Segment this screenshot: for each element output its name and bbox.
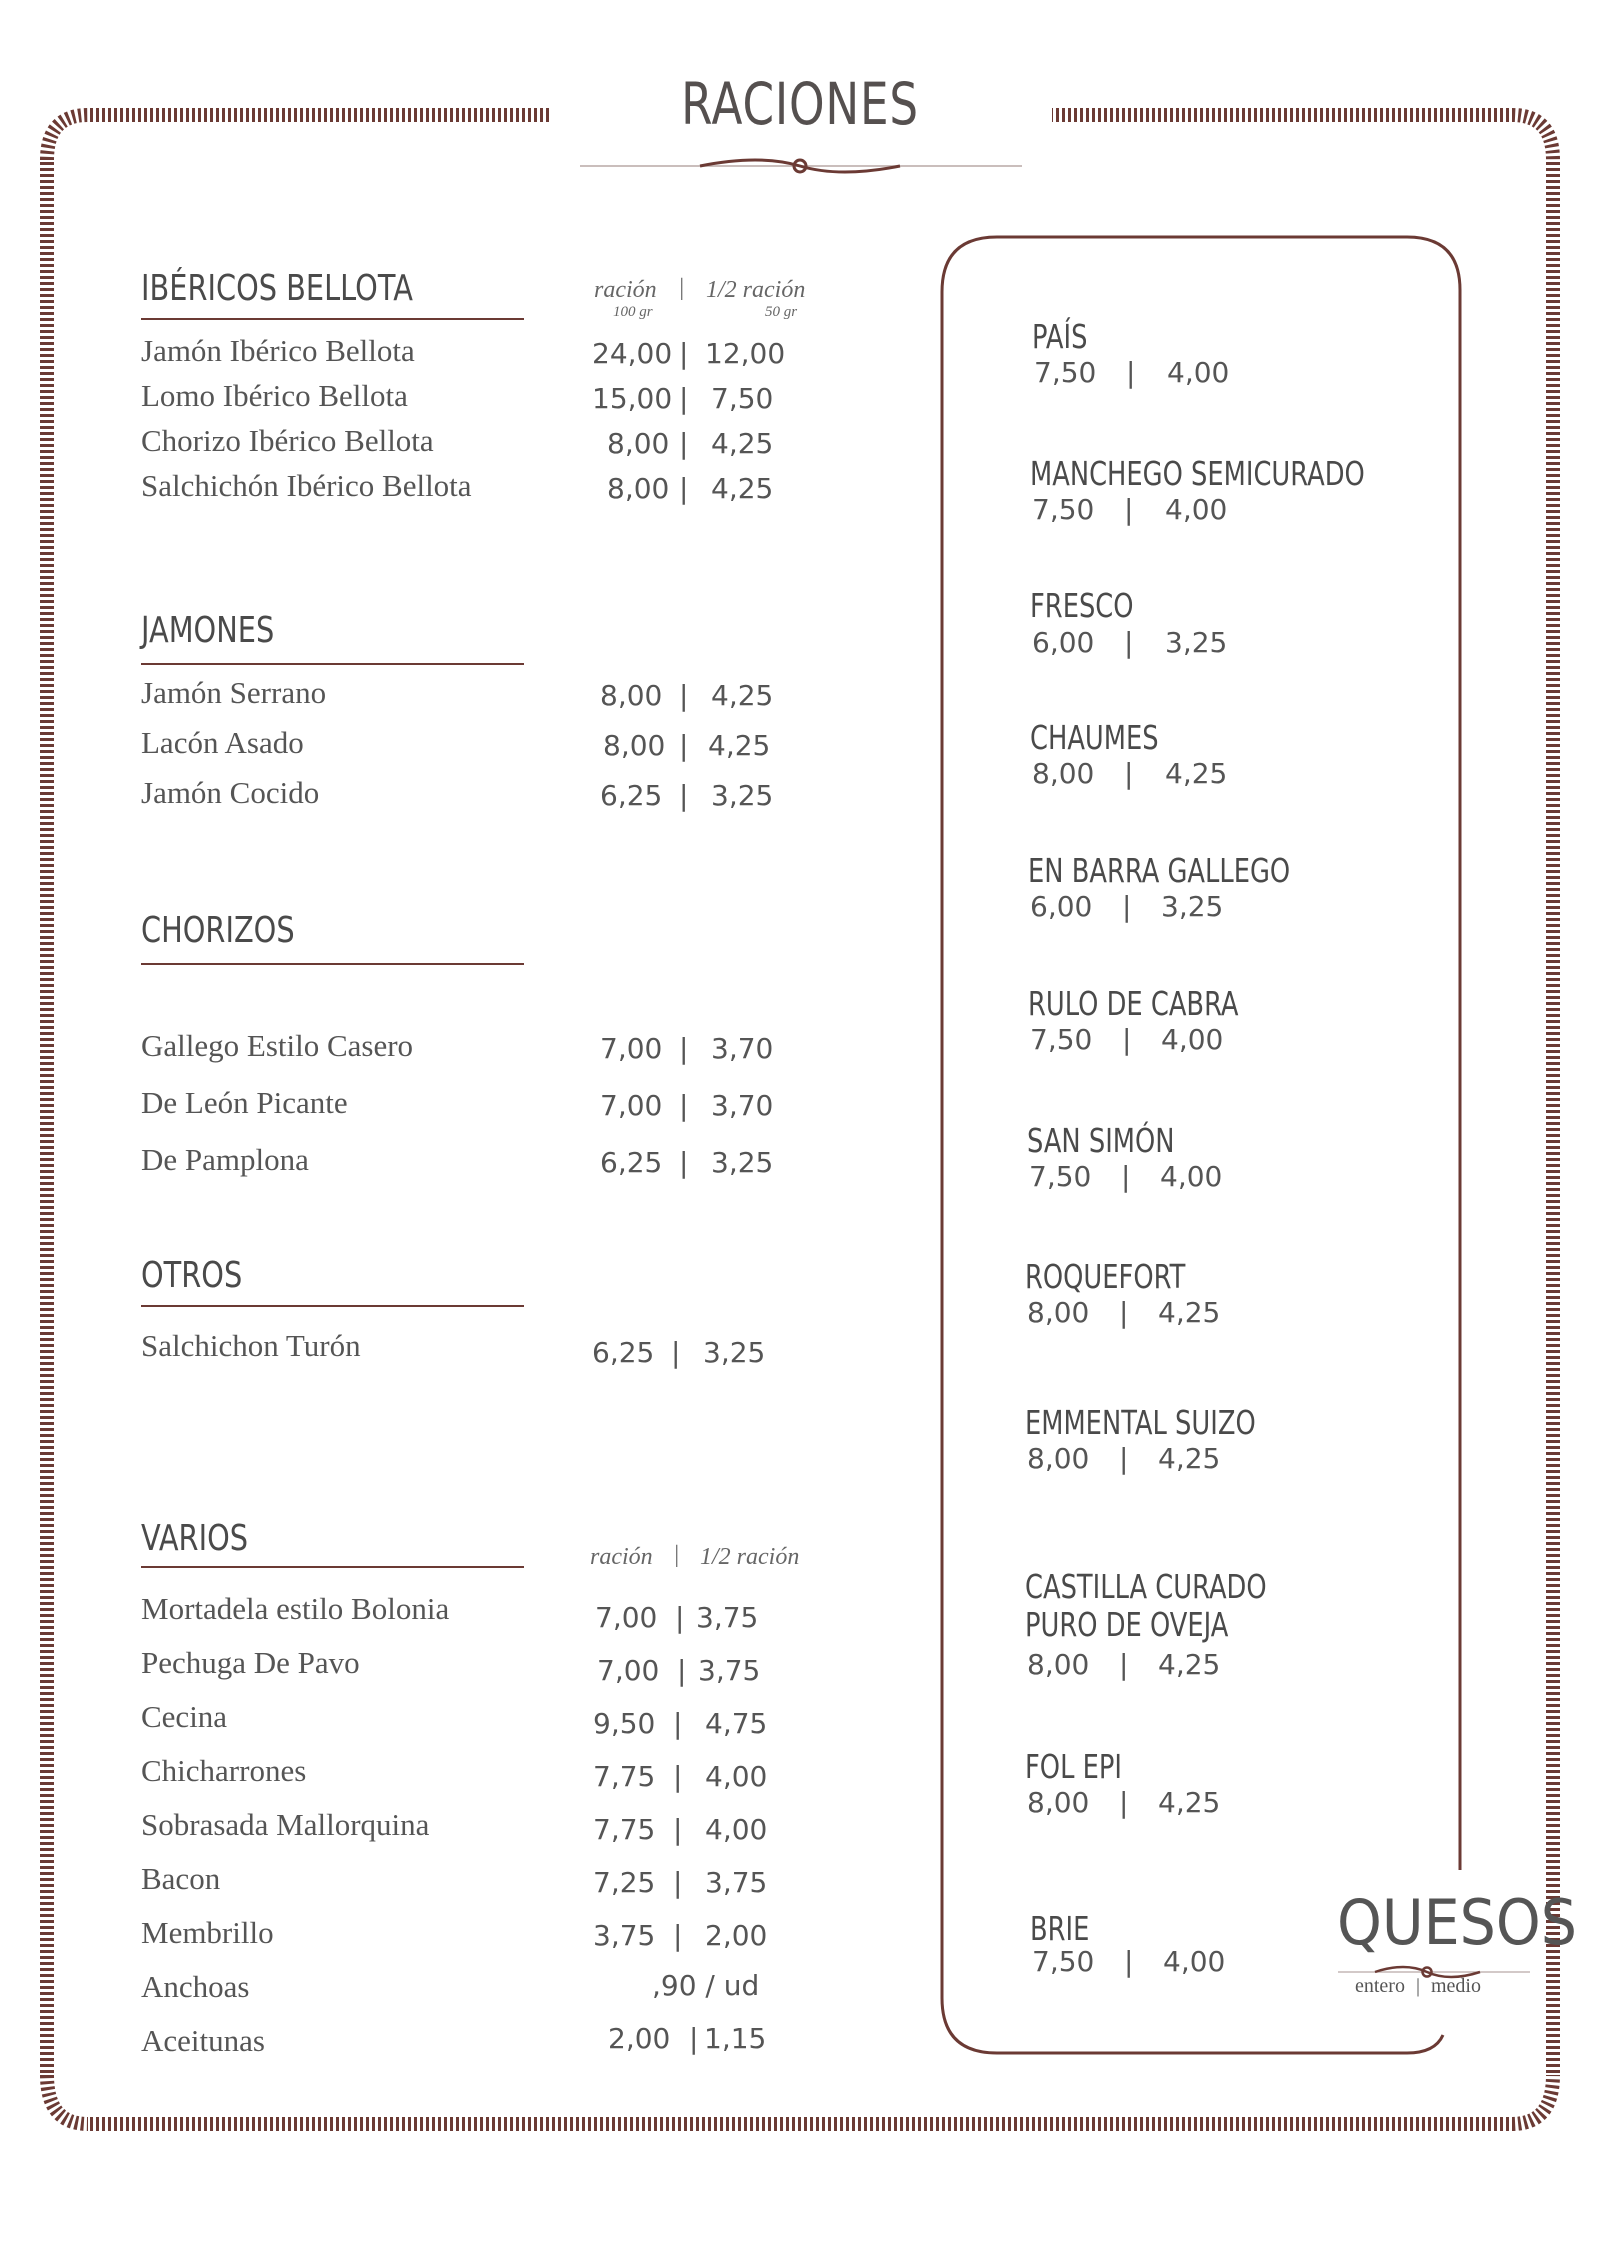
item-price-half: 1,15 — [704, 2022, 767, 2055]
price-separator: | — [1119, 1296, 1129, 1329]
item-price-racion: 8,00 — [607, 472, 670, 505]
item-name: Salchichon Turón — [141, 1328, 361, 1363]
price-separator: | — [679, 729, 689, 762]
price-separator: | — [673, 1919, 683, 1952]
title-ornament — [580, 160, 1022, 172]
item-price-racion: 2,00 — [608, 2022, 671, 2055]
cheese-price-medio: 4,25 — [1158, 1296, 1221, 1329]
section-rule — [141, 1305, 524, 1307]
price-separator: | — [679, 337, 689, 370]
cheese-name: PAÍS — [1032, 317, 1088, 356]
item-price-half: 4,00 — [705, 1813, 768, 1846]
price-separator: | — [679, 382, 689, 415]
price-separator: | — [679, 472, 689, 505]
quesos-subtitle-medio: medio — [1431, 1975, 1481, 1997]
column-header-racion: ración — [590, 1544, 653, 1570]
cheese-name-line2: PURO DE OVEJA — [1025, 1605, 1229, 1644]
price-separator: | — [675, 1601, 685, 1634]
frame-right-bar — [1546, 160, 1560, 2075]
item-price-racion: 7,75 — [593, 1760, 656, 1793]
price-separator: | — [679, 1032, 689, 1065]
cheese-price-entero: 7,50 — [1032, 493, 1095, 526]
item-price-racion: 8,00 — [607, 427, 670, 460]
item-name: Lomo Ibérico Bellota — [141, 378, 408, 413]
item-name: De Pamplona — [141, 1142, 309, 1177]
item-price-racion: 7,75 — [593, 1813, 656, 1846]
cheese-price-medio: 3,25 — [1165, 626, 1228, 659]
item-price-racion: 8,00 — [600, 679, 663, 712]
column-header-half-racion: 1/2 ración — [700, 1544, 800, 1570]
item-price-racion: 7,00 — [597, 1654, 660, 1687]
item-price-half: 4,25 — [711, 679, 774, 712]
item-price-racion: 6,25 — [600, 1146, 663, 1179]
price-separator: | — [679, 1146, 689, 1179]
column-header-separator: | — [673, 1542, 680, 1568]
section-rule — [141, 318, 524, 320]
item-price-half: 4,25 — [711, 427, 774, 460]
item-price-half: 4,75 — [705, 1707, 768, 1740]
item-price-half: 4,25 — [708, 729, 771, 762]
cheese-price-entero: 8,00 — [1027, 1786, 1090, 1819]
cheese-price-entero: 8,00 — [1027, 1648, 1090, 1681]
item-price-half: 4,00 — [705, 1760, 768, 1793]
section-title-otros: OTROS — [141, 1255, 243, 1296]
frame-corner-tl — [47, 115, 88, 160]
item-name: Chorizo Ibérico Bellota — [141, 423, 434, 458]
item-price-racion: 24,00 — [592, 337, 673, 370]
cheese-name: FRESCO — [1030, 586, 1134, 625]
item-price-racion: 15,00 — [592, 382, 673, 415]
section-title-ibericos: IBÉRICOS BELLOTA — [141, 268, 413, 309]
item-price-racion: 8,00 — [603, 729, 666, 762]
price-separator: | — [1122, 1023, 1132, 1056]
cheese-price-entero: 8,00 — [1032, 757, 1095, 790]
price-separator: | — [679, 1089, 689, 1122]
section-title-jamones: JAMONES — [141, 610, 275, 651]
item-name: Sobrasada Mallorquina — [141, 1807, 430, 1842]
price-separator: | — [1119, 1442, 1129, 1475]
frame-top-right-bar — [1052, 108, 1512, 122]
cheese-price-entero: 7,50 — [1029, 1160, 1092, 1193]
cheese-price-medio: 4,00 — [1160, 1160, 1223, 1193]
quesos-subtitle-separator: | — [1415, 1975, 1420, 1997]
cheese-price-entero: 8,00 — [1027, 1442, 1090, 1475]
price-separator: | — [1124, 493, 1134, 526]
column-subheader-50gr: 50 gr — [765, 304, 798, 320]
item-price-half: 3,75 — [705, 1866, 768, 1899]
item-name: Jamón Serrano — [141, 675, 327, 710]
item-name: Mortadela estilo Bolonia — [141, 1591, 450, 1626]
item-price-unit: ,90 / ud — [652, 1969, 760, 2002]
item-name: Pechuga De Pavo — [141, 1645, 360, 1680]
price-separator: | — [673, 1813, 683, 1846]
cheese-price-medio: 3,25 — [1161, 890, 1224, 923]
item-name: Jamón Cocido — [141, 775, 320, 810]
cheese-name: MANCHEGO SEMICURADO — [1030, 454, 1365, 493]
item-price-half: 3,70 — [711, 1032, 774, 1065]
section-rule — [141, 1566, 524, 1568]
cheese-name: BRIE — [1030, 1909, 1090, 1948]
column-header-separator: | — [678, 275, 685, 301]
price-separator: | — [1124, 1945, 1134, 1978]
price-separator: | — [689, 2022, 699, 2055]
cheese-price-medio: 4,25 — [1158, 1786, 1221, 1819]
cheese-price-entero: 6,00 — [1032, 626, 1095, 659]
item-price-racion: 9,50 — [593, 1707, 656, 1740]
quesos-title: QUESOS — [1337, 1886, 1578, 1959]
item-price-half: 3,25 — [711, 1146, 774, 1179]
item-price-racion: 7,00 — [600, 1032, 663, 1065]
price-separator: | — [679, 779, 689, 812]
column-header-racion: ración — [594, 277, 657, 303]
price-separator: | — [1119, 1648, 1129, 1681]
item-price-racion: 7,00 — [600, 1089, 663, 1122]
cheese-price-entero: 6,00 — [1030, 890, 1093, 923]
item-price-racion: 6,25 — [600, 779, 663, 812]
column-subheader-100gr: 100 gr — [613, 304, 653, 320]
cheese-price-entero: 7,50 — [1034, 356, 1097, 389]
cheese-name: SAN SIMÓN — [1027, 1121, 1175, 1160]
item-name: Jamón Ibérico Bellota — [141, 333, 415, 368]
frame-left-bar — [40, 160, 54, 2075]
item-price-racion: 6,25 — [592, 1336, 655, 1369]
item-price-racion: 7,00 — [595, 1601, 658, 1634]
cheese-price-medio: 4,25 — [1165, 757, 1228, 790]
price-separator: | — [1121, 1160, 1131, 1193]
item-price-racion: 7,25 — [593, 1866, 656, 1899]
cheese-price-medio: 4,00 — [1165, 493, 1228, 526]
price-separator: | — [1126, 356, 1136, 389]
frame-top-left-bar — [88, 108, 550, 122]
item-name: Gallego Estilo Casero — [141, 1028, 414, 1063]
price-separator: | — [1122, 890, 1132, 923]
frame-corner-bl — [47, 2075, 88, 2124]
price-separator: | — [671, 1336, 681, 1369]
item-name: Salchichón Ibérico Bellota — [141, 468, 472, 503]
cheese-price-entero: 8,00 — [1027, 1296, 1090, 1329]
item-name: De León Picante — [141, 1085, 348, 1120]
section-title-varios: VARIOS — [141, 1518, 249, 1559]
quesos-subtitle — [1355, 1975, 1481, 1998]
price-separator: | — [677, 1654, 687, 1687]
cheese-price-entero: 7,50 — [1030, 1023, 1093, 1056]
item-price-half: 3,25 — [711, 779, 774, 812]
cheese-price-medio: 4,00 — [1167, 356, 1230, 389]
item-price-half: 7,50 — [711, 382, 774, 415]
frame-corner-br — [1512, 2075, 1553, 2124]
page-title: RACIONES — [681, 70, 919, 138]
cheese-price-medio: 4,00 — [1163, 1945, 1226, 1978]
item-price-half: 2,00 — [705, 1919, 768, 1952]
section-title-chorizos: CHORIZOS — [141, 910, 295, 951]
section-rule — [141, 963, 524, 965]
cheese-name: CASTILLA CURADO — [1025, 1567, 1267, 1606]
item-name: Bacon — [141, 1861, 221, 1896]
item-price-racion: 3,75 — [593, 1919, 656, 1952]
price-separator: | — [673, 1760, 683, 1793]
item-name: Anchoas — [141, 1969, 250, 2004]
cheese-price-medio: 4,25 — [1158, 1648, 1221, 1681]
cheese-name: EMMENTAL SUIZO — [1025, 1403, 1256, 1442]
item-price-half: 4,25 — [711, 472, 774, 505]
price-separator: | — [679, 427, 689, 460]
cheese-name: CHAUMES — [1030, 718, 1159, 757]
item-name: Lacón Asado — [141, 725, 304, 760]
column-header-half-racion: 1/2 ración — [706, 277, 806, 303]
item-name: Membrillo — [141, 1915, 274, 1950]
item-price-half: 3,25 — [703, 1336, 766, 1369]
price-separator: | — [679, 679, 689, 712]
cheese-price-medio: 4,00 — [1161, 1023, 1224, 1056]
item-price-half: 12,00 — [705, 337, 786, 370]
cheese-name: EN BARRA GALLEGO — [1028, 851, 1291, 890]
section-rule — [141, 663, 524, 665]
price-separator: | — [1124, 757, 1134, 790]
cheese-name: FOL EPI — [1025, 1747, 1122, 1786]
frame-bottom-bar — [88, 2117, 1512, 2131]
cheese-name: ROQUEFORT — [1025, 1257, 1186, 1296]
frame-corner-tr — [1512, 115, 1553, 160]
item-name: Cecina — [141, 1699, 228, 1734]
price-separator: | — [1119, 1786, 1129, 1819]
price-separator: | — [673, 1707, 683, 1740]
quesos-subtitle-entero: entero — [1355, 1975, 1405, 1997]
item-price-half: 3,70 — [711, 1089, 774, 1122]
item-price-half: 3,75 — [696, 1601, 759, 1634]
cheese-price-entero: 7,50 — [1032, 1945, 1095, 1978]
cheese-name: RULO DE CABRA — [1028, 984, 1239, 1023]
cheese-price-medio: 4,25 — [1158, 1442, 1221, 1475]
price-separator: | — [673, 1866, 683, 1899]
item-price-half: 3,75 — [698, 1654, 761, 1687]
item-name: Chicharrones — [141, 1753, 307, 1788]
item-name: Aceitunas — [141, 2023, 265, 2058]
price-separator: | — [1124, 626, 1134, 659]
